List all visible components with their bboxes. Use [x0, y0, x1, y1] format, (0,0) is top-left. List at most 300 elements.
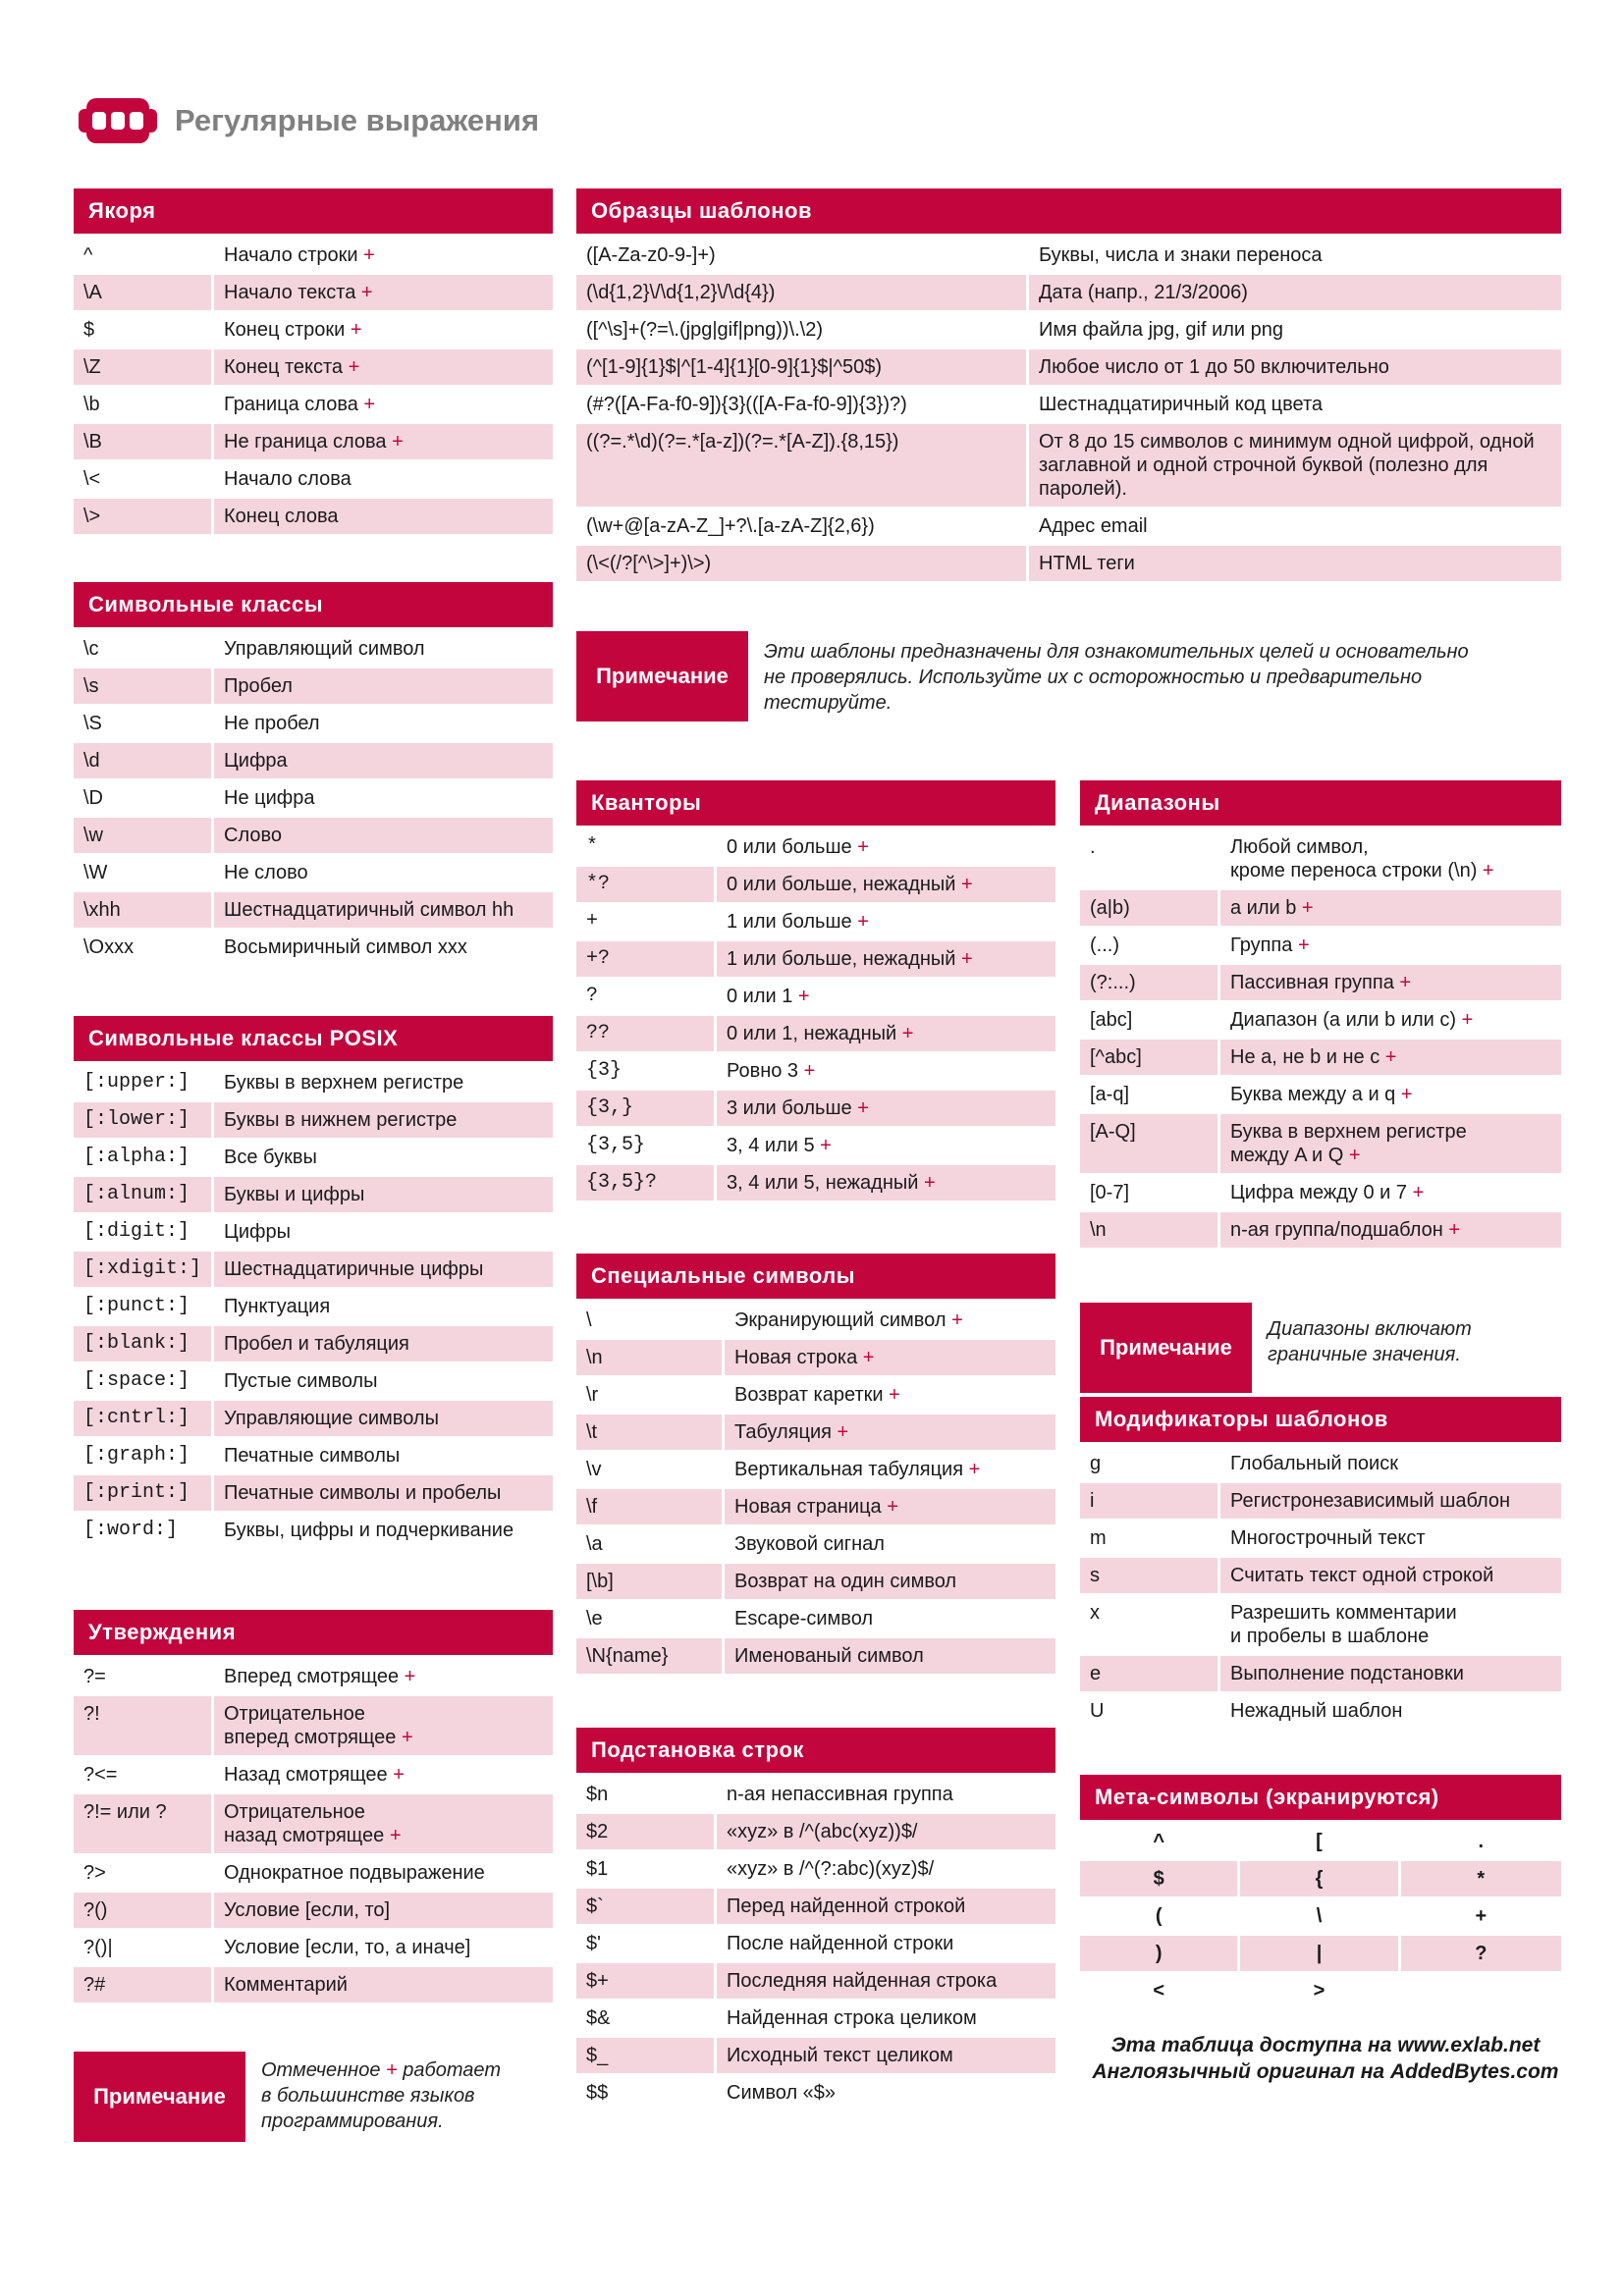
table-row: [74, 1438, 553, 1473]
description-text: Шестнадцатиричные цифры: [224, 1258, 484, 1280]
syntax-cell: g: [1080, 1446, 1220, 1481]
syntax-cell: \e: [576, 1601, 725, 1636]
table-row: [74, 1140, 553, 1175]
description-text: Имя файла jpg, gif или png: [1039, 319, 1284, 341]
description-text: Многострочный текст: [1230, 1527, 1426, 1549]
description-cell: [1220, 1212, 1561, 1248]
description-cell: [1220, 928, 1561, 963]
special-table: [576, 1301, 1055, 1676]
description-text: Символ «$»: [727, 2082, 837, 2104]
description-cell: [717, 1814, 1055, 1849]
syntax-cell: (^[1-9]{1}$|^[1-4]{1}[0-9]{1}$|^50$): [576, 349, 1029, 385]
table-row: [1080, 1077, 1561, 1112]
description-text: Буквы и цифры: [224, 1184, 365, 1205]
description-cell: [214, 1855, 553, 1891]
description-cell: [214, 1177, 553, 1212]
meta-symbol-cell: $: [1080, 1861, 1240, 1896]
table-row: [74, 1065, 553, 1100]
syntax-cell: i: [1080, 1483, 1220, 1519]
ranges-table: [1080, 828, 1561, 1250]
description-cell: [717, 979, 1055, 1014]
note-ranges: [1080, 1303, 1561, 1393]
table-row: [74, 892, 553, 928]
syntax-cell: $$: [576, 2075, 717, 2110]
plus-marker: +: [857, 1347, 875, 1368]
description-cell: [214, 1475, 553, 1511]
description-cell: [214, 1757, 553, 1792]
description-text: Однократное подвыражение: [224, 1862, 485, 1884]
description-cell: [214, 1252, 553, 1287]
note-patterns-label: Примечание: [576, 631, 748, 721]
plus-marker: +: [386, 431, 404, 453]
syntax-cell: {3,}: [576, 1091, 717, 1126]
plus-marker: +: [1393, 972, 1412, 993]
table-row: [576, 546, 1561, 581]
description-text: Цифры: [224, 1221, 291, 1243]
syntax-cell: \A: [74, 275, 214, 310]
table-row: [74, 1102, 553, 1138]
syntax-cell: [:lower:]: [74, 1102, 214, 1138]
table-row: [576, 2075, 1055, 2110]
description-text: Печатные символы: [224, 1445, 401, 1467]
description-cell: [1029, 238, 1561, 273]
meta-symbol-cell: ?: [1401, 1936, 1561, 1971]
assertions-section: [74, 1610, 553, 2004]
table-row: [74, 930, 553, 965]
syntax-cell: \d: [74, 743, 214, 778]
plus-marker: +: [851, 836, 869, 858]
syntax-cell: m: [1080, 1521, 1220, 1556]
table-row: [74, 855, 553, 890]
table-row: [74, 1893, 553, 1928]
table-row: [74, 499, 553, 534]
description-text: Именованый символ: [734, 1645, 924, 1667]
meta-symbol-cell: +: [1475, 1905, 1488, 1927]
plus-marker: +: [851, 1097, 869, 1119]
plus-marker: +: [955, 874, 973, 895]
note-patterns-text: Эти шаблоны предназначены для ознакомительных целей и основательно не проверялись. Используйте их с осторожностью и предварительно тестируйте.: [764, 641, 1469, 714]
description-text: От 8 до 15 символов с минимум одной цифрой, одной заглавной и одной строчной буквой (полезно для паролей).: [1039, 431, 1535, 500]
table-row: [1080, 1861, 1561, 1896]
syntax-cell: (\<(/?[^\>]+)\>): [576, 546, 1029, 581]
description-text: Не цифра: [224, 787, 315, 809]
table-row: [576, 829, 1055, 865]
description-cell: [214, 892, 553, 928]
description-text: Управляющий символ: [224, 638, 425, 660]
plus-marker: +: [396, 1727, 413, 1748]
description-cell: [214, 349, 553, 385]
description-cell: [717, 2001, 1055, 2036]
description-cell: [725, 1415, 1055, 1450]
syntax-cell: [:space:]: [74, 1363, 214, 1399]
modifiers-section: [1080, 1397, 1561, 1731]
table-row: [576, 1303, 1055, 1338]
description-text: Буква между a и q: [1230, 1084, 1396, 1105]
substitution-header: Подстановка строк: [576, 1728, 1055, 1773]
syntax-cell: [:blank:]: [74, 1326, 214, 1362]
plus-marker: +: [792, 986, 810, 1007]
description-cell: [214, 1363, 553, 1399]
meta-symbol-cell: [1401, 1973, 1561, 2008]
description-text: Ровно 3: [727, 1060, 799, 1082]
syntax-cell: \b: [74, 387, 214, 422]
syntax-cell: {3,5}: [576, 1128, 717, 1163]
description-text: Вперед смотрящее: [224, 1666, 400, 1687]
plus-marker: +: [883, 1384, 900, 1406]
note-left-label: Примечание: [74, 2052, 245, 2142]
description-text: Не слово: [224, 862, 308, 883]
table-row: [74, 1363, 553, 1399]
description-cell: [717, 1128, 1055, 1163]
ranges-header: Диапазоны: [1080, 780, 1561, 826]
description-cell: [725, 1564, 1055, 1599]
description-cell: [725, 1340, 1055, 1375]
description-text: Условие [если, то]: [224, 1899, 391, 1921]
description-cell: [1220, 1558, 1561, 1593]
description-cell: [214, 743, 553, 778]
description-cell: [214, 238, 553, 273]
description-cell: [725, 1377, 1055, 1413]
description-text: 0 или больше: [727, 836, 852, 858]
syntax-cell: ?!: [74, 1696, 214, 1755]
description-text: Отрицательное вперед смотрящее: [224, 1703, 397, 1748]
description-text: 1 или больше, нежадный: [727, 948, 956, 970]
plus-marker: +: [1407, 1182, 1425, 1203]
table-row: [576, 1091, 1055, 1126]
syntax-cell: ?=: [74, 1659, 214, 1694]
syntax-cell: [:print:]: [74, 1475, 214, 1511]
description-text: 0 или больше, нежадный: [727, 874, 956, 895]
posix-section: [74, 1016, 553, 1550]
description-text: Дата (напр., 21/3/2006): [1039, 282, 1248, 303]
description-cell: [717, 1016, 1055, 1051]
table-row: [576, 1526, 1055, 1562]
description-cell: [717, 941, 1055, 977]
description-text: Возврат каретки: [734, 1384, 884, 1406]
table-row: [74, 1967, 553, 2002]
description-text: a или b: [1230, 897, 1297, 919]
syntax-cell: U: [1080, 1693, 1220, 1729]
table-row: [74, 461, 553, 497]
description-cell: [717, 1777, 1055, 1812]
syntax-cell: $+: [576, 1963, 717, 1999]
table-row: [1080, 1040, 1561, 1075]
table-row: [576, 1564, 1055, 1599]
plus-marker: +: [1292, 934, 1310, 956]
syntax-cell: ((?=.*\d)(?=.*[a-z])(?=.*[A-Z]).{8,15}): [576, 424, 1029, 507]
table-row: [576, 1489, 1055, 1524]
table-row: [1080, 1521, 1561, 1556]
syntax-cell: ?()|: [74, 1930, 214, 1965]
description-text: Регистронезависимый шаблон: [1230, 1490, 1511, 1512]
syntax-cell: (...): [1080, 928, 1220, 963]
plus-marker: +: [357, 394, 376, 415]
description-cell: [1220, 1114, 1561, 1173]
description-cell: [1220, 1693, 1561, 1729]
table-row: [1080, 1824, 1561, 1859]
plus-marker: +: [399, 1666, 416, 1687]
description-text: Считать текст одной строкой: [1230, 1565, 1494, 1586]
description-text: Не пробел: [224, 713, 320, 734]
table-row: [576, 424, 1561, 507]
syntax-cell: \W: [74, 855, 214, 890]
description-text: Разрешить комментарии и пробелы в шаблоне: [1230, 1602, 1457, 1647]
description-text: n-ая группа/подшаблон: [1230, 1219, 1443, 1241]
footer-line-2: Англоязычный оригинал на AddedBytes.com: [1092, 2060, 1559, 2083]
syntax-cell: ?#: [74, 1967, 214, 2002]
syntax-cell: +?: [576, 941, 717, 977]
table-row: [74, 1326, 553, 1362]
table-row: [1080, 1595, 1561, 1654]
modifiers-table: [1080, 1444, 1561, 1731]
syntax-cell: \r: [576, 1377, 725, 1413]
table-row: [74, 387, 553, 422]
meta-symbol-cell: [: [1240, 1824, 1400, 1859]
description-text: Возврат на один символ: [734, 1571, 957, 1592]
syntax-cell: [abc]: [1080, 1002, 1220, 1038]
table-row: [576, 1452, 1055, 1487]
description-text: Буквы, числа и знаки переноса: [1039, 244, 1323, 266]
description-text: Не a, не b и не c: [1230, 1046, 1380, 1068]
description-cell: [214, 1794, 553, 1853]
description-cell: [214, 499, 553, 534]
table-row: [576, 275, 1561, 310]
table-row: [74, 1757, 553, 1792]
description-cell: [214, 387, 553, 422]
description-text: Любой символ, кроме переноса строки (\n): [1230, 836, 1478, 881]
syntax-cell: (?:...): [1080, 965, 1220, 1000]
syntax-cell: \xhh: [74, 892, 214, 928]
syntax-cell: [:xdigit:]: [74, 1252, 214, 1287]
description-text: 3 или больше: [727, 1097, 852, 1119]
description-text: Шестнадцатиричный код цвета: [1039, 394, 1324, 415]
syntax-cell: {3}: [576, 1053, 717, 1089]
meta-symbol-cell: {: [1240, 1861, 1400, 1896]
description-text: Цифра: [224, 750, 288, 772]
syntax-cell: \N{name}: [576, 1638, 725, 1674]
plus-marker: +: [1477, 860, 1494, 881]
table-row: [1080, 890, 1561, 926]
table-row: [576, 1601, 1055, 1636]
meta-symbol-cell: ^: [1080, 1824, 1240, 1859]
description-cell: [725, 1452, 1055, 1487]
note-ranges-label: Примечание: [1080, 1303, 1252, 1393]
syntax-cell: (#?([A-Fa-f0-9]){3}(([A-Fa-f0-9]){3})?): [576, 387, 1029, 422]
syntax-cell: *: [576, 829, 717, 865]
syntax-cell: .: [1080, 829, 1220, 888]
description-cell: [214, 631, 553, 667]
table-row: [74, 780, 553, 816]
description-cell: [1029, 349, 1561, 385]
syntax-cell: ??: [576, 1016, 717, 1051]
meta-symbol-cell: (: [1080, 1898, 1240, 1934]
description-cell: [1220, 1483, 1561, 1519]
table-row: [576, 867, 1055, 902]
table-row: [1080, 965, 1561, 1000]
table-row: [576, 349, 1561, 385]
description-cell: [1220, 1656, 1561, 1691]
plus-marker: +: [355, 282, 373, 303]
syntax-cell: \w: [74, 818, 214, 853]
description-cell: [725, 1303, 1055, 1338]
table-row: [576, 1128, 1055, 1163]
table-row: [74, 1289, 553, 1324]
plus-marker: +: [1296, 897, 1314, 919]
table-row: [74, 1930, 553, 1965]
description-cell: [214, 1065, 553, 1100]
plus-marker: +: [1380, 1046, 1397, 1068]
syntax-cell: (a|b): [1080, 890, 1220, 926]
meta-symbol-cell: <: [1080, 1973, 1240, 2008]
table-row: [74, 1794, 553, 1853]
description-text: Шестнадцатиричный символ hh: [224, 899, 514, 921]
description-text: Выполнение подстановки: [1230, 1663, 1464, 1684]
description-cell: [725, 1489, 1055, 1524]
description-text: n-ая непассивная группа: [727, 1784, 953, 1805]
description-text: Буквы, цифры и подчеркивание: [224, 1520, 514, 1541]
description-text: Конец слова: [224, 506, 339, 527]
description-text: Пассивная группа: [1230, 972, 1394, 993]
syntax-cell: [:upper:]: [74, 1065, 214, 1100]
table-row: [576, 1340, 1055, 1375]
table-row: [74, 424, 553, 459]
ranges-section: [1080, 780, 1561, 1250]
description-text: Исходный текст целиком: [727, 2045, 953, 2066]
description-text: Управляющие символы: [224, 1408, 439, 1429]
syntax-cell: \s: [74, 668, 214, 704]
syntax-cell: ?: [576, 979, 717, 1014]
char-classes-header: Символьные классы: [74, 582, 553, 627]
table-row: [74, 1214, 553, 1250]
description-cell: [214, 668, 553, 704]
description-text: Глобальный поиск: [1230, 1453, 1398, 1474]
table-row: [74, 631, 553, 667]
description-cell: [717, 829, 1055, 865]
description-cell: [717, 2038, 1055, 2073]
plus-marker: +: [955, 948, 973, 970]
assertions-table: [74, 1657, 553, 2004]
description-cell: [717, 1053, 1055, 1089]
quantifiers-table: [576, 828, 1055, 1202]
syntax-cell: $': [576, 1926, 717, 1961]
description-cell: [717, 1165, 1055, 1201]
description-cell: [1029, 546, 1561, 581]
description-text: «xyz» в /^(abc(xyz))$/: [727, 1821, 918, 1842]
table-row: [1080, 1114, 1561, 1173]
syntax-cell: $2: [576, 1814, 717, 1849]
description-cell: [214, 1893, 553, 1928]
syntax-cell: [:punct:]: [74, 1289, 214, 1324]
table-row: [1080, 1656, 1561, 1691]
meta-section: [1080, 1775, 1561, 2010]
description-text: Найденная строка целиком: [727, 2007, 977, 2029]
plus-marker: +: [814, 1135, 832, 1156]
syntax-cell: ([^\s]+(?=\.(jpg|gif|png))\.\2): [576, 312, 1029, 347]
table-row: [576, 1053, 1055, 1089]
plus-marker: +: [798, 1060, 816, 1082]
description-text: Комментарий: [224, 1974, 348, 1996]
description-text: Начало строки: [224, 244, 358, 266]
syntax-cell: ?>: [74, 1855, 214, 1891]
quantifiers-section: [576, 780, 1055, 1202]
syntax-cell: \Oxxx: [74, 930, 214, 965]
description-text: Последняя найденная строка: [727, 1970, 998, 1992]
plus-marker: +: [851, 911, 869, 933]
syntax-cell: $`: [576, 1889, 717, 1924]
plus-marker: +: [963, 1459, 981, 1480]
table-row: [576, 387, 1561, 422]
table-row: [74, 1475, 553, 1511]
syntax-cell: \>: [74, 499, 214, 534]
description-cell: [214, 1438, 553, 1473]
plus-marker: +: [918, 1172, 936, 1194]
table-row: [1080, 1898, 1561, 1934]
description-text: Буквы в верхнем регистре: [224, 1072, 464, 1094]
description-cell: [717, 1926, 1055, 1961]
description-text: Начало текста: [224, 282, 356, 303]
syntax-cell: ^: [74, 238, 214, 273]
plus-marker: +: [387, 1764, 405, 1786]
description-cell: [717, 1963, 1055, 1999]
syntax-cell: {3,5}?: [576, 1165, 717, 1201]
plus-marker: +: [343, 356, 360, 378]
table-row: [1080, 1936, 1561, 1971]
assertions-header: Утверждения: [74, 1610, 553, 1655]
description-text: 1 или больше: [727, 911, 852, 933]
description-cell: [214, 312, 553, 347]
description-cell: [214, 818, 553, 853]
posix-header: Символьные классы POSIX: [74, 1016, 553, 1061]
syntax-cell: \B: [74, 424, 214, 459]
syntax-cell: [0-7]: [1080, 1175, 1220, 1210]
table-row: [74, 238, 553, 273]
description-text: Цифра между 0 и 7: [1230, 1182, 1408, 1203]
table-row: [576, 238, 1561, 273]
description-text: «xyz» в /^(?:abc)(xyz)$/: [727, 1858, 935, 1880]
plus-marker: +: [946, 1309, 963, 1331]
table-row: [74, 818, 553, 853]
syntax-cell: [:alpha:]: [74, 1140, 214, 1175]
description-cell: [725, 1638, 1055, 1674]
plus-marker: +: [881, 1496, 898, 1518]
description-text: Конец текста: [224, 356, 344, 378]
char-classes-table: [74, 629, 553, 967]
description-cell: [214, 1659, 553, 1694]
syntax-cell: \a: [576, 1526, 725, 1562]
description-text: Адрес email: [1039, 515, 1148, 537]
description-cell: [214, 706, 553, 741]
table-row: [74, 1401, 553, 1436]
anchors-header: Якоря: [74, 188, 553, 234]
meta-symbol-cell: *: [1401, 1861, 1561, 1896]
table-row: [1080, 928, 1561, 963]
description-cell: [717, 1091, 1055, 1126]
syntax-cell: [:graph:]: [74, 1438, 214, 1473]
description-cell: [1220, 1002, 1561, 1038]
description-text: После найденной строки: [727, 1933, 954, 1954]
patterns-table: [576, 236, 1561, 583]
table-row: [74, 349, 553, 385]
table-row: [576, 904, 1055, 939]
note-left: [74, 2052, 553, 2142]
description-text: Восьмиричный символ xxx: [224, 936, 467, 958]
syntax-cell: [a-q]: [1080, 1077, 1220, 1112]
description-cell: [725, 1601, 1055, 1636]
syntax-cell: \Z: [74, 349, 214, 385]
description-cell: [1220, 1446, 1561, 1481]
anchors-section: [74, 188, 553, 536]
syntax-cell: +: [576, 904, 717, 939]
